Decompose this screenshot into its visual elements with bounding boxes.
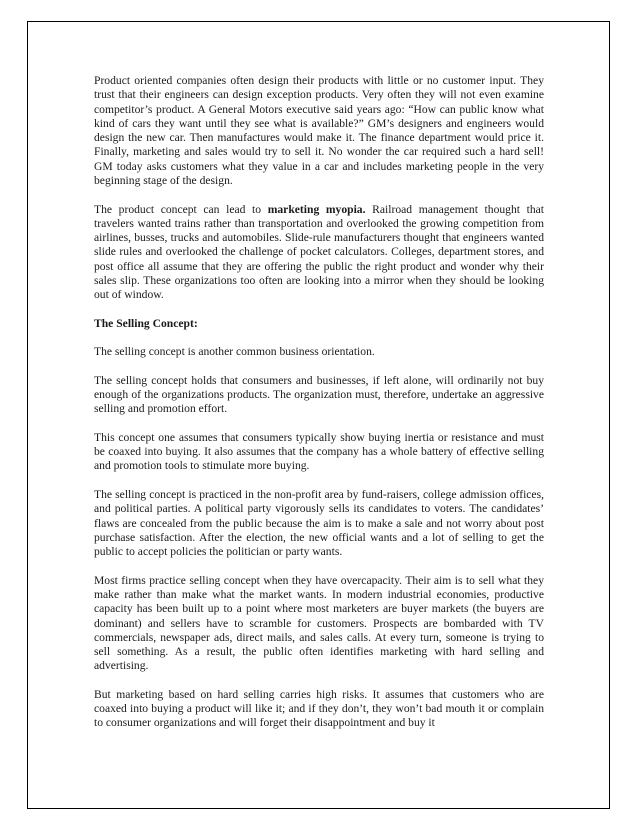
section-heading-selling-concept: The Selling Concept: [94, 316, 198, 330]
paragraph-text-before: The product concept can lead to [94, 202, 268, 216]
paragraph-non-profit: The selling concept is practiced in the non-profit area by fund-raisers, college admission offices, and political parties. A political party vigorously sells its candidates to voters. The candidates’ flaws are concealed from the public because the aim is to make a sale and not worry about post purchase satisfaction. After the election, the new official wants and a lot of selling to get the public to accept policies the politician or party wants. [94, 487, 544, 559]
paragraph-overcapacity: Most firms practice selling concept when they have overcapacity. Their aim is to sell what they make rather than make what the market wants. In modern industrial economies, productive capacity has been built up to a point where most marketers are buyer markets (the buyers are dominant) and sellers have to scramble for customers. Prospects are bombarded with TV commercials, newspaper ads, direct mails, and sales calls. At every turn, someone is trying to sell something. As a result, the public often identifies marketing with hard selling and advertising. [94, 573, 544, 673]
paragraph-text-after: Railroad management thought that travelers wanted trains rather than transportation and overlooked the growing competition from airlines, busses, trucks and automobiles. Slide-rule manufacturers thought that engineers wanted slide rules and overlooked the challenge of pocket calculators. Colleges, department stores, and post office all assume that they are offering the public the right product and wonder why their sales slip. These organizations too often are looking into a mirror when they should be looking out of window. [94, 202, 545, 302]
paragraph-buying-inertia: This concept one assumes that consumers typically show buying inertia or resistance and must be coaxed into buying. It also assumes that the company has a whole battery of effective selling and promotion tools to stimulate more buying. [94, 430, 544, 473]
paragraph-hard-selling-risks: But marketing based on hard selling carries high risks. It assumes that customers who are coaxed into buying a product will like it; and if they don’t, they won’t bad mouth it or complain to consumer organizations and will forget their disappointment and buy it [94, 687, 544, 730]
paragraph-product-oriented: Product oriented companies often design their products with little or no customer input. They trust that their engineers can design exception products. Very often they will not even examine competitor’s product. A General Motors executive said years ago: “How can public know what kind of cars they want until they see what is available?” GM’s designers and engineers would design the new car. Then manufactures would make it. The finance department would price it. Finally, marketing and sales would try to sell it. No wonder the car required such a hard sell! GM today asks customers what they value in a car and includes marketing people in the very beginning stage of the design. [94, 74, 544, 188]
paragraph-marketing-myopia [94, 203, 544, 303]
paragraph-selling-holds: The selling concept holds that consumers and businesses, if left alone, will ordinarily not buy enough of the organizations products. The organization must, therefore, undertake an aggressive selling and promotion effort. [94, 373, 544, 416]
document-body [94, 74, 544, 745]
bold-term-marketing-myopia: marketing myopia. [267, 202, 366, 216]
paragraph-selling-intro: The selling concept is another common business orientation. [94, 345, 375, 359]
